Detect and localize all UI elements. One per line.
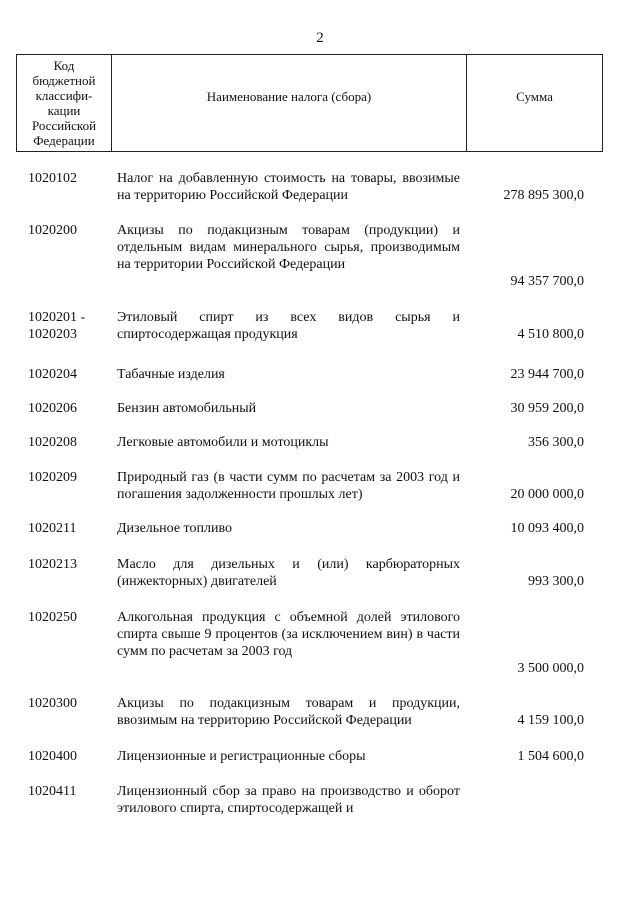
- row-name: Бензин автомобильный: [117, 401, 257, 416]
- table-header: [16, 54, 603, 152]
- table-row: [0, 222, 640, 290]
- row-code: 1020102: [28, 171, 77, 186]
- row-code: 1020300: [28, 696, 77, 711]
- row-amount: 23 944 700,0: [510, 367, 584, 382]
- row-code: 1020201 - 1020203: [28, 310, 86, 342]
- table-row: [0, 783, 640, 817]
- table-row: [0, 469, 640, 503]
- row-name: Дизельное топливо: [117, 521, 232, 536]
- row-amount: 356 300,0: [528, 435, 584, 450]
- table-row: [0, 366, 640, 383]
- row-amount: 10 093 400,0: [510, 521, 584, 536]
- table-row: [0, 695, 640, 729]
- row-amount: 30 959 200,0: [510, 401, 584, 416]
- row-code: 1020208: [28, 435, 77, 450]
- row-name: Этиловый спирт из всех видов сырья и спиртосодержащая продукция: [117, 310, 460, 342]
- table-row: [0, 170, 640, 204]
- row-name: Акцизы по подакцизным товарам и продукции, ввозимым на территорию Российской Федерации: [117, 696, 460, 728]
- table-row: [0, 748, 640, 765]
- row-amount: 3 500 000,0: [517, 661, 584, 676]
- row-name: Легковые автомобили и мотоциклы: [117, 435, 329, 450]
- row-amount: 4 159 100,0: [517, 713, 584, 728]
- table-row: [0, 309, 640, 343]
- row-code: 1020411: [28, 784, 77, 799]
- row-amount: 993 300,0: [528, 574, 584, 589]
- row-name: Лицензионный сбор за право на производство и оборот этилового спирта, спиртосодержащей и: [117, 784, 460, 816]
- row-code: 1020204: [28, 367, 77, 382]
- row-code: 1020200: [28, 223, 77, 238]
- table-row: [0, 556, 640, 590]
- table-row: [0, 609, 640, 677]
- row-name: Природный газ (в части сумм по расчетам за 2003 год и погашения задолженности прошлых лет): [117, 470, 460, 502]
- row-code: 1020209: [28, 470, 77, 485]
- row-code: 1020206: [28, 401, 77, 416]
- row-name: Табачные изделия: [117, 367, 225, 382]
- row-code: 1020400: [28, 749, 77, 764]
- row-amount: 278 895 300,0: [503, 188, 584, 203]
- row-name: Налог на добавленную стоимость на товары, ввозимые на территорию Российской Федерации: [117, 171, 460, 203]
- row-name: Акцизы по подакцизным товарам (продукции) и отдельным видам минерального сырья, производимым на территории Российской Федерации: [117, 223, 460, 272]
- row-name: Алкогольная продукция с объемной долей этилового спирта свыше 9 процентов (за исключением вин) в части сумм по расчетам за 2003 год: [117, 610, 460, 659]
- table-row: [0, 434, 640, 451]
- row-amount: 94 357 700,0: [510, 274, 584, 289]
- row-code: 1020213: [28, 557, 77, 572]
- table-row: [0, 400, 640, 417]
- header-sum: Сумма: [516, 89, 553, 104]
- row-amount: 4 510 800,0: [517, 327, 584, 342]
- row-name: Масло для дизельных и (или) карбюраторных (инжекторных) двигателей: [117, 557, 460, 589]
- row-name: Лицензионные и регистрационные сборы: [117, 749, 366, 764]
- row-amount: 20 000 000,0: [510, 487, 584, 502]
- row-code: 1020211: [28, 521, 77, 536]
- page-number: 2: [316, 30, 324, 46]
- header-code: Код бюджетной классифи- кации Российской Федерации: [17, 55, 112, 151]
- table-row: [0, 520, 640, 537]
- row-code: 1020250: [28, 610, 77, 625]
- header-name: Наименование налога (сбора): [112, 55, 467, 151]
- row-amount: 1 504 600,0: [517, 749, 584, 764]
